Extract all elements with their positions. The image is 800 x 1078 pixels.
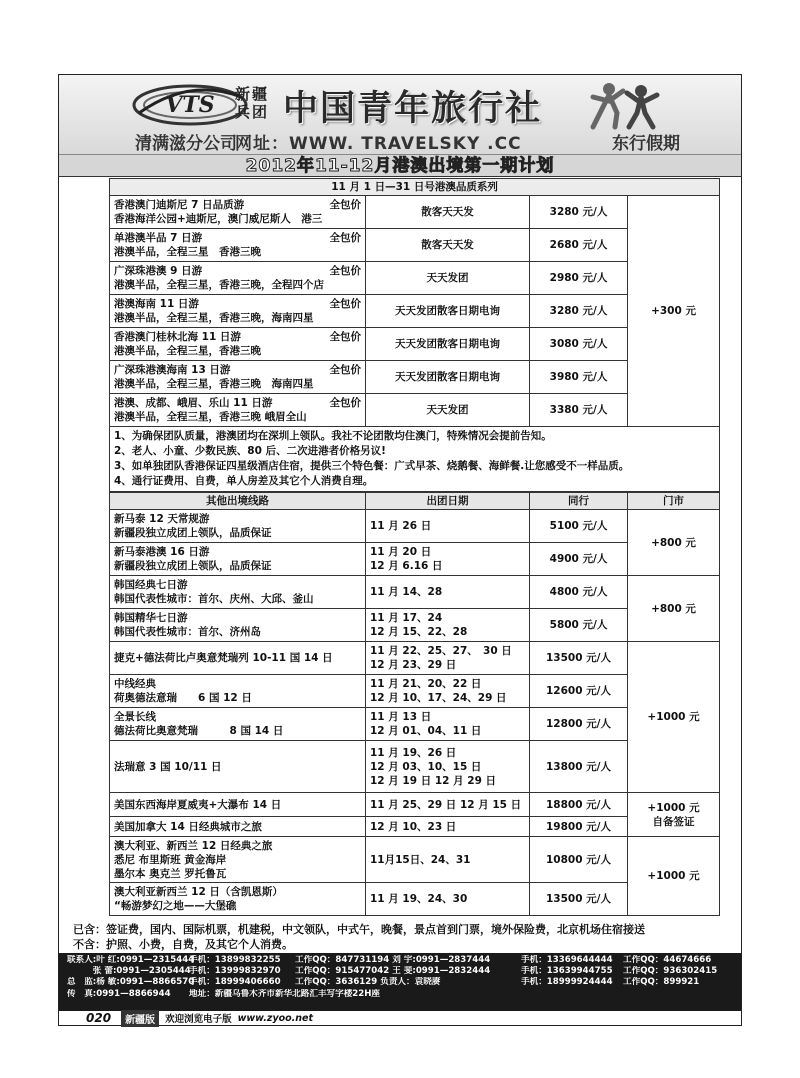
route-detail: 墨尔本 奥克兰 罗托鲁瓦 — [114, 867, 227, 880]
door-price-cell — [628, 793, 720, 837]
date-line: 12 月 6.16 日 — [370, 560, 443, 572]
departure-cell: 天天发团散客日期电询 — [366, 328, 530, 361]
departure-cell — [366, 883, 530, 916]
plan-title: 2012年11-12月港澳出境第一期计划 — [245, 156, 555, 176]
door-price-cell: +300 元 — [628, 196, 720, 427]
route-cell — [110, 883, 366, 916]
contact-mobile: 手机：13899832255 — [189, 955, 281, 965]
tour-name-cell — [110, 295, 366, 328]
date-line: 11 月 13 日 — [370, 711, 432, 723]
table-row — [110, 793, 720, 817]
header — [59, 75, 741, 155]
price-cell: 2680 元/人 — [530, 229, 628, 262]
route-name: 美国东西海岸夏威夷+大瀑布 14 日 — [114, 798, 282, 811]
price-cell: 12800 元/人 — [530, 708, 628, 741]
route-name: 中线经典 — [114, 678, 156, 690]
price-type: 全包价 — [329, 298, 361, 310]
route-cell — [110, 675, 366, 708]
contact-name-phone: 联系人:叶 红:0991—2315444 — [67, 955, 195, 965]
footer-text: 欢迎浏览电子版 — [165, 1014, 232, 1025]
mascot-figure-icon — [587, 81, 667, 131]
tour-detail: 香港海洋公园+迪斯尼，澳门威尼斯人 港三 — [114, 213, 323, 225]
tour-name: 港澳海南 11 日游 — [114, 298, 199, 310]
contact-name-phone: 总 监:杨 敏:0991—8866570 — [67, 977, 195, 988]
date-line: 12 月 19 日 12 月 29 日 — [370, 774, 497, 787]
price-type: 全包价 — [329, 232, 361, 244]
contact-row — [67, 989, 733, 1000]
departure-cell — [366, 609, 530, 642]
contact-fax: 传 真:0991—8866944 — [67, 988, 171, 999]
tour-name-cell — [110, 328, 366, 361]
route-name: 韩国经典七日游 — [114, 579, 188, 591]
note-item: 3、如单独团队香港保证四星级酒店住宿，提供三个特色餐：广式早茶、烧鹅餐、海鲜餐.让您感受不一样品质。 — [114, 460, 630, 472]
departure-cell — [366, 543, 530, 576]
date-line: 11 月 20 日 — [370, 546, 432, 558]
door-price: +1000 元 — [647, 801, 700, 814]
route-name: 澳大利亚、新西兰 12 日经典之旅 — [114, 839, 273, 852]
price-cell: 19800 元/人 — [530, 817, 628, 837]
route-name: 捷克+德法荷比卢奥意梵瑞列 10-11 国 14 日 — [114, 652, 333, 664]
table-row — [110, 642, 720, 675]
contact-qq: 工作QQ：899921 — [623, 977, 700, 988]
departure-cell: 天天发团散客日期电询 — [366, 295, 530, 328]
brand-name: 中国青年旅行社 — [283, 89, 543, 129]
tour-name: 香港澳门桂林北海 11 日游 — [114, 331, 241, 343]
route-name: 新马泰 12 天常规游 — [114, 513, 210, 525]
contact-row — [67, 966, 733, 977]
page-number: 020 — [86, 1011, 112, 1025]
date-line: 12 月 15、22、28 — [370, 626, 468, 638]
price-cell: 2980 元/人 — [530, 262, 628, 295]
footer-url[interactable]: www.zyoo.net — [237, 1012, 314, 1024]
contact-qq: 工作QQ：44674666 — [623, 955, 712, 965]
website-link[interactable]: 网址：WWW. TRAVELSKY .CC — [235, 134, 522, 154]
date-line: 11 月 19、26 日 — [370, 746, 457, 759]
route-detail: 新疆段独立成团上领队，品质保证 — [114, 527, 272, 539]
hk-section-heading: 11 月 1 日—31 日号港澳品质系列 — [110, 179, 720, 196]
contact-mobile: 手机：13369644444 — [521, 955, 613, 965]
page — [58, 74, 742, 1026]
price-cell: 3980 元/人 — [530, 361, 628, 394]
included-items: 已含：签证费，国内、国际机票，机建税，中文领队，中式午，晚餐，景点首到门票，境外保险费，北京机场住宿接送 — [73, 923, 645, 936]
departure-cell — [366, 642, 530, 675]
tour-name-cell — [110, 229, 366, 262]
price-type: 全包价 — [329, 199, 361, 211]
route-cell — [110, 817, 366, 837]
departure-cell — [366, 510, 530, 543]
route-name: 全景长线 — [114, 711, 156, 723]
contact-qq: 工作QQ：3636129 负责人：袁晓赓 — [295, 977, 441, 988]
notes-cell — [110, 427, 720, 492]
tour-name-cell — [110, 262, 366, 295]
contact-qq: 工作QQ：847731194 刘 宇:0991—2837444 — [295, 955, 491, 965]
price-cell: 5100 元/人 — [530, 510, 628, 543]
date-line: 11 月 25、29 日 12 月 15 日 — [370, 798, 522, 811]
route-name: 法瑞意 3 国 10/11 日 — [114, 760, 222, 773]
tour-name-cell — [110, 394, 366, 427]
route-cell — [110, 741, 366, 793]
price-cell: 4800 元/人 — [530, 576, 628, 609]
tour-detail: 港澳半品，全程三星，香港三晚，全程四个店 — [114, 279, 324, 291]
page-footer — [86, 1009, 313, 1027]
price-cell: 18800 元/人 — [530, 793, 628, 817]
date-line: 11 月 26 日 — [370, 520, 432, 532]
departure-cell — [366, 793, 530, 817]
column-header: 出团日期 — [366, 493, 530, 510]
excluded-items: 不含：护照、小费，自费，及其它个人消费。 — [73, 938, 293, 951]
price-cell: 13800 元/人 — [530, 741, 628, 793]
tour-name: 广深珠港澳 9 日游 — [114, 265, 203, 277]
departure-cell — [366, 741, 530, 793]
departure-cell: 散客天天发 — [366, 196, 530, 229]
contact-bar — [59, 953, 741, 1011]
date-line: 11 月 19、24、30 — [370, 893, 468, 905]
hk-section-heading-row — [110, 179, 720, 196]
route-detail: “畅游梦幻之地——大堡礁 — [114, 900, 237, 912]
contact-name-phone: 张 蕾:0991—2305444 — [67, 966, 191, 977]
region-label: 新疆兵团 — [235, 85, 270, 121]
route-detail: 悉尼 布里斯班 黄金海岸 — [114, 853, 227, 866]
contact-mobile: 手机：13639944755 — [521, 966, 613, 977]
departure-cell — [366, 817, 530, 837]
route-detail: 新疆段独立成团上领队，品质保证 — [114, 560, 272, 572]
tour-name: 广深珠港澳海南 13 日游 — [114, 364, 231, 376]
plan-title-bar — [59, 155, 741, 177]
departure-cell — [366, 708, 530, 741]
departure-cell — [366, 837, 530, 883]
price-cell: 13500 元/人 — [530, 883, 628, 916]
other-routes-table — [109, 492, 720, 916]
hk-macau-table — [109, 178, 720, 492]
contact-address: 地址：新疆乌鲁木齐市新华北路汇丰写字楼22H座 — [189, 988, 381, 999]
price-type: 全包价 — [329, 397, 361, 409]
contact-row — [67, 977, 733, 988]
contact-mobile: 手机：18999924444 — [521, 977, 613, 988]
date-line: 12 月 10、23 日 — [370, 820, 457, 833]
route-name: 韩国精华七日游 — [114, 612, 188, 624]
date-line: 11 月 17、24 — [370, 612, 443, 624]
route-cell — [110, 642, 366, 675]
price-cell: 13500 元/人 — [530, 642, 628, 675]
route-cell — [110, 510, 366, 543]
departure-cell — [366, 576, 530, 609]
door-price-cell: +800 元 — [628, 510, 720, 576]
tour-name: 单港澳半品 7 日游 — [114, 232, 203, 244]
route-cell — [110, 576, 366, 609]
contact-qq: 工作QQ：936302415 — [623, 966, 718, 977]
route-detail: 荷奥德法意瑞 6 国 12 日 — [114, 692, 252, 704]
inclusions — [73, 922, 733, 952]
date-line: 11 月 21、20、22 日 — [370, 678, 482, 690]
price-cell: 3280 元/人 — [530, 196, 628, 229]
date-line: 12 月 03、10、15 日 — [370, 760, 482, 773]
column-header: 门市 — [628, 493, 720, 510]
note-item: 1、为确保团队质量，港澳团均在深圳上领队。我社不论团散均住澳门，特殊情况会提前告知。 — [114, 430, 552, 442]
price-cell: 10800 元/人 — [530, 837, 628, 883]
table-row — [110, 510, 720, 543]
contact-mobile: 手机：18999406660 — [189, 977, 281, 988]
departure-cell — [366, 675, 530, 708]
route-cell — [110, 609, 366, 642]
door-price-cell: +1000 元 — [628, 642, 720, 793]
date-line: 11 月 14、28 — [370, 586, 443, 598]
notes-row — [110, 427, 720, 492]
table-row — [110, 576, 720, 609]
date-line: 11 月 22、25、27、 30 日 — [370, 645, 512, 657]
tour-name-cell — [110, 361, 366, 394]
price-cell: 3380 元/人 — [530, 394, 628, 427]
branch-name: 清满滋分公司 — [135, 134, 237, 154]
note-item: 2、老人、小童、少数民族、80 后、二次进港者价格另议! — [114, 445, 386, 457]
departure-cell: 天天发团 — [366, 394, 530, 427]
route-name: 澳大利亚新西兰 12 日（含凯恩斯） — [114, 886, 283, 898]
note-item: 4、通行证费用、自费，单人房差及其它个人消费自理。 — [114, 475, 374, 487]
route-detail: 韩国代表性城市：首尔、济州岛 — [114, 626, 261, 638]
price-type: 全包价 — [329, 331, 361, 343]
logo-text: VTS — [165, 92, 215, 118]
holiday-label: 东行假期 — [612, 134, 680, 154]
route-name: 新马泰港澳 16 日游 — [114, 546, 210, 558]
contact-row — [67, 955, 733, 966]
contact-mobile: 手机：13999832970 — [189, 966, 281, 977]
column-header: 其他出境线路 — [110, 493, 366, 510]
table-row — [110, 196, 720, 229]
tour-detail: 港澳半品，全程三星，香港三晚 — [114, 345, 261, 357]
departure-cell: 天天发团散客日期电询 — [366, 361, 530, 394]
tour-name: 港澳、成都、峨眉、乐山 11 日游 — [114, 397, 273, 409]
tour-detail: 港澳半品，全程三星，香港三晚 海南四星 — [114, 378, 314, 390]
route-detail: 德法荷比奥意梵瑞 8 国 14 日 — [114, 725, 284, 737]
date-line: 12 月 01、04、11 日 — [370, 725, 482, 737]
route-name: 美国加拿大 14 日经典城市之旅 — [114, 820, 262, 833]
tour-name: 香港澳门迪斯尼 7 日品质游 — [114, 199, 245, 211]
departure-cell: 散客天天发 — [366, 229, 530, 262]
route-cell — [110, 708, 366, 741]
tour-detail: 港澳半品，全程三星，香港三晚 峨眉全山 — [114, 411, 307, 423]
price-type: 全包价 — [329, 265, 361, 277]
departure-cell: 天天发团 — [366, 262, 530, 295]
tour-detail: 港澳半品，全程三星，香港三晚，海南四星 — [114, 312, 314, 324]
price-cell: 3080 元/人 — [530, 328, 628, 361]
route-cell — [110, 543, 366, 576]
contact-qq: 工作QQ：915477042 王 斐:0991—2832444 — [295, 966, 491, 977]
tour-tables — [109, 178, 719, 916]
door-price-cell: +800 元 — [628, 576, 720, 642]
route-cell — [110, 837, 366, 883]
edition-badge: 新疆版 — [121, 1010, 159, 1027]
table-header-row — [110, 493, 720, 510]
tour-name-cell — [110, 196, 366, 229]
price-cell: 3280 元/人 — [530, 295, 628, 328]
date-line: 11月15日、24、31 — [370, 853, 471, 866]
price-cell: 4900 元/人 — [530, 543, 628, 576]
price-cell: 5800 元/人 — [530, 609, 628, 642]
tour-detail: 港澳半品，全程三星 香港三晚 — [114, 246, 261, 258]
visa-note: 自备签证 — [652, 815, 695, 828]
column-header: 同行 — [530, 493, 628, 510]
price-cell: 12600 元/人 — [530, 675, 628, 708]
door-price-cell: +1000 元 — [628, 837, 720, 916]
route-cell — [110, 793, 366, 817]
cyts-logo — [131, 83, 249, 127]
date-line: 12 月 10、17、24、29 日 — [370, 692, 507, 704]
route-detail: 韩国代表性城市：首尔、庆州、大邱、釜山 — [114, 593, 314, 605]
price-type: 全包价 — [329, 364, 361, 376]
date-line: 12 月 23、29 日 — [370, 659, 457, 671]
table-row — [110, 837, 720, 883]
